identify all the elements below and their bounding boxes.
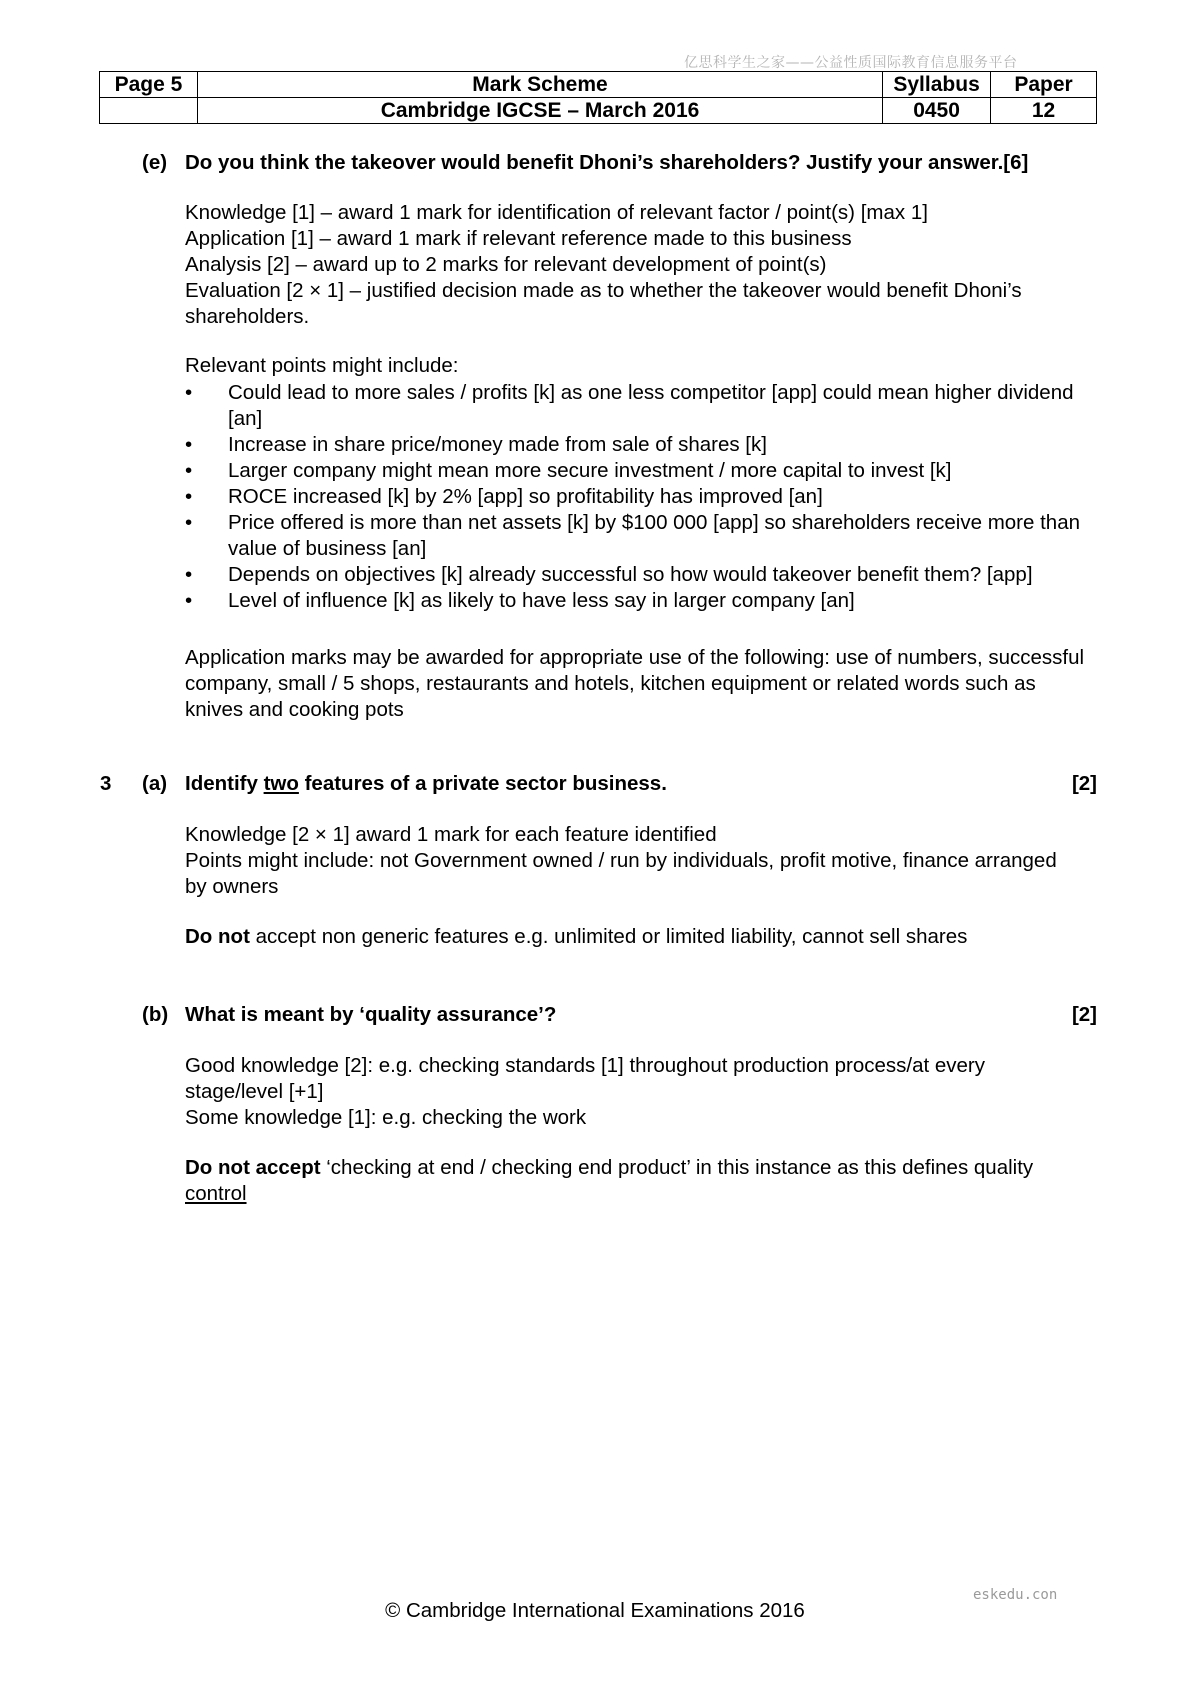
list-item: • Price offered is more than net assets [k] by $100 000 [app] so shareholders receive more than value of business [an]	[185, 510, 1108, 562]
note	[185, 1155, 1065, 1207]
note-underlined: control	[185, 1182, 247, 1205]
list-item: • Larger company might mean more secure investment / more capital to invest [k]	[185, 458, 1100, 484]
answer-line: Some knowledge [1]: e.g. checking the work	[185, 1106, 587, 1129]
paper-label: Paper	[991, 72, 1097, 98]
q2e-points-intro	[185, 353, 1100, 379]
criterion: Analysis [2] – award up to 2 marks for relevant development of point(s)	[185, 253, 827, 276]
q2e-criteria	[185, 200, 1100, 330]
criterion: Knowledge [1] – award 1 mark for identification of relevant factor / point(s) [max 1]	[185, 201, 928, 224]
q3b-marks: [2]	[1071, 1003, 1097, 1026]
header-empty-cell	[100, 98, 198, 124]
criterion: Application [1] – award 1 mark if relevant reference made to this business	[185, 227, 852, 250]
q3a-answer	[185, 822, 1065, 900]
q2e-marks: [6]	[1003, 151, 1029, 174]
q3-number: 3	[100, 772, 112, 795]
copyright-footer: © Cambridge International Examinations 2016	[385, 1599, 805, 1622]
note-text: accept non generic features e.g. unlimited or limited liability, cannot sell shares	[249, 925, 968, 948]
header-table	[99, 71, 1097, 124]
list-item: • ROCE increased [k] by 2% [app] so profitability has improved [an]	[185, 484, 1100, 510]
q3a-marks: [2]	[1071, 772, 1097, 795]
watermark-bottom: eskedu.con	[973, 1587, 1058, 1603]
q3a-question-emphasis: two	[263, 772, 299, 795]
q2e-application-note	[185, 645, 1085, 723]
q3a-label: (a)	[142, 772, 168, 795]
q2e-question-text: Do you think the takeover would benefit Dhoni’s shareholders? Justify your answer.	[185, 151, 1004, 174]
q2e-label: (e)	[142, 151, 168, 174]
page-number: Page 5	[100, 72, 198, 98]
q3b-question: What is meant by ‘quality assurance’?	[185, 1003, 557, 1026]
note-text: ‘checking at end / checking end product’ in this instance as this defines quality	[320, 1156, 1034, 1179]
list-item: • Could lead to more sales / profits [k] as one less competitor [app] could mean higher dividend [an]	[185, 380, 1088, 432]
paper-number: 12	[991, 98, 1097, 124]
list-item: • Level of influence [k] as likely to have less say in larger company [an]	[185, 588, 1100, 614]
answer-line: Knowledge [2 × 1] award 1 mark for each feature identified	[185, 823, 717, 846]
header-title: Mark Scheme	[197, 72, 882, 98]
q2e-question	[185, 150, 1028, 176]
header-subtitle: Cambridge IGCSE – March 2016	[197, 98, 882, 124]
note-emphasis: Do not accept	[185, 1156, 321, 1179]
q3a-question-post: features of a private sector business.	[298, 772, 667, 795]
q3a-question-pre: Identify	[185, 772, 264, 795]
note-emphasis: Do not	[185, 925, 250, 948]
answer-line: Good knowledge [2]: e.g. checking standards [1] throughout production process/at every stage/level [+1]	[185, 1054, 985, 1103]
points-list	[185, 380, 1100, 614]
q2e-points	[185, 380, 1100, 614]
list-item: • Depends on objectives [k] already successful so how would takeover benefit them? [app]	[185, 562, 1100, 588]
q3b-label: (b)	[142, 1003, 169, 1026]
syllabus-code: 0450	[883, 98, 991, 124]
answer-line: Points might include: not Government owned / run by individuals, profit motive, finance arranged by owners	[185, 849, 1057, 898]
q3a-note	[185, 924, 1100, 950]
watermark-top: 亿思科学生之家——公益性质国际教育信息服务平台	[684, 55, 1018, 71]
criterion: Evaluation [2 × 1] – justified decision made as to whether the takeover would benefit Dhoni’s shareholders.	[185, 279, 1022, 328]
note	[185, 924, 1100, 950]
q3b-note	[185, 1155, 1065, 1207]
q3a-question	[185, 771, 667, 797]
syllabus-label: Syllabus	[883, 72, 991, 98]
application-note: Application marks may be awarded for appropriate use of the following: use of numbers, successful company, small / 5 shops, restaurants and hotels, kitchen equipment or related words such as knives and cooking pots	[185, 646, 1085, 721]
list-item: • Increase in share price/money made from sale of shares [k]	[185, 432, 1100, 458]
q3b-answer	[185, 1053, 1085, 1131]
points-intro: Relevant points might include:	[185, 354, 459, 377]
